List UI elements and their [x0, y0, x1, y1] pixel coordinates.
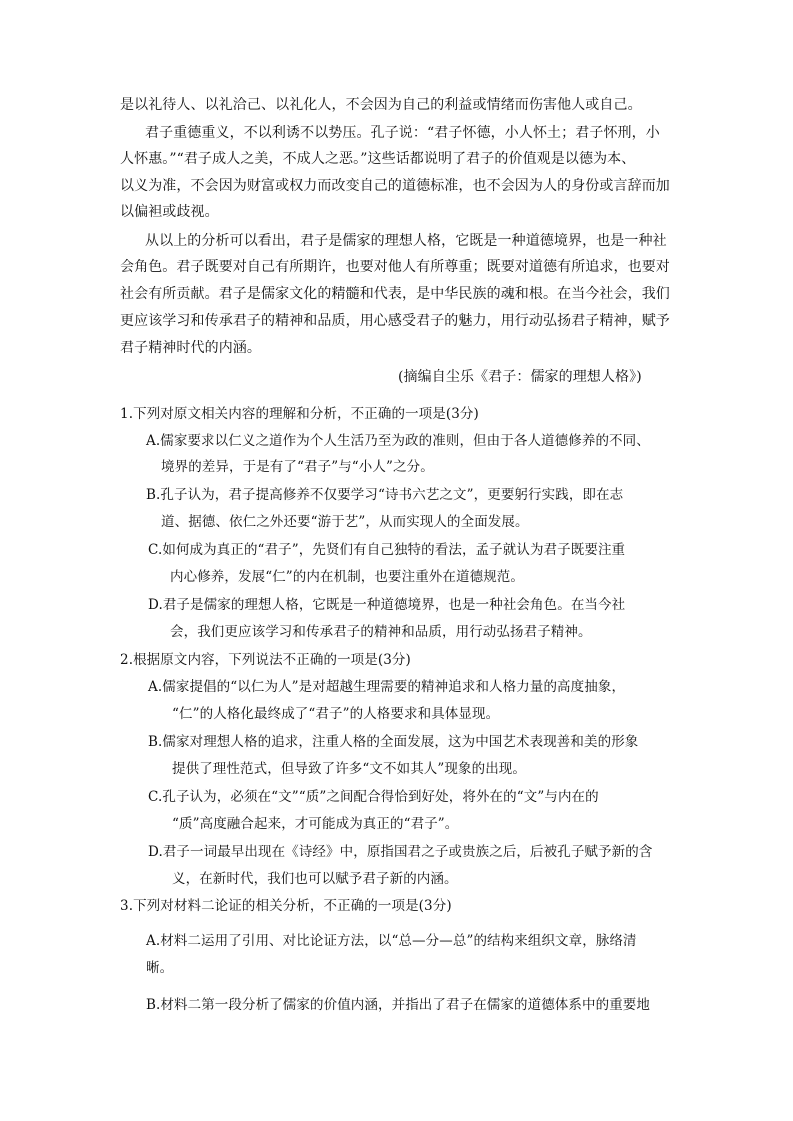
question-stem: 2.根据原文内容，下列说法不正确的一项是(3分): [120, 652, 411, 668]
option-b: B.孔子认为，君子提高修养不仅要学习“诗书六艺之文”，更要躬行实践，即在志: [146, 487, 624, 503]
question-stem: 3.下列对材料二论证的相关分析，不正确的一项是(3分): [120, 898, 452, 914]
article-line: 君子精神时代的内涵。: [120, 340, 261, 356]
option-a: A.儒家提倡的“以仁为人”是对超越生理需要的精神追求和人格力量的高度抽象，: [148, 679, 626, 695]
article-line: 君子重德重义，不以利诱不以势压。孔子说：“君子怀德，小人怀土；君子怀刑，小: [145, 125, 660, 141]
option-b: B.材料二第一段分析了儒家的价值内涵，并指出了君子在儒家的道德体系中的重要地: [146, 997, 651, 1013]
option-a-cont: 晰。: [146, 960, 174, 976]
option-d-cont: 义，在新时代，我们也可以赋予君子新的内涵。: [172, 871, 458, 887]
option-a: A.儒家要求以仁义之道作为个人生活乃至为政的准则，但由于各人道德修养的不同、: [146, 433, 650, 449]
option-a-cont: “仁”的人格化最终成了“君子”的人格要求和具体显现。: [172, 706, 500, 722]
article-line: 以义为准，不会因为财富或权力而改变自己的道德标准，也不会因为人的身份或言辞而加: [120, 178, 670, 194]
option-b: B.儒家对理想人格的追求，注重人格的全面发展，这为中国艺术表现善和美的形象: [148, 734, 639, 750]
option-c-cont: 内心修养，发展“仁”的内在机制，也要注重外在道德规范。: [170, 569, 525, 585]
question-stem: 1.下列对原文相关内容的理解和分析，不正确的一项是(3分): [120, 406, 479, 422]
option-b-cont: 提供了理性范式，但导致了许多“文不如其人”现象的出现。: [172, 761, 527, 777]
article-line: 是以礼待人、以礼洽己、以礼化人，不会因为自己的利益或情绪而伤害他人或自己。: [120, 97, 642, 113]
option-c: C.孔子认为，必须在“文”“质”之间配合得恰到好处，将外在的“文”与内在的: [148, 789, 599, 805]
option-b-cont: 道、据德、依仁之外还要“游于艺”，从而实现人的全面发展。: [161, 514, 529, 530]
option-d-cont: 会，我们更应该学习和传承君子的精神和品质，用行动弘扬君子精神。: [170, 624, 592, 640]
article-source: (摘编自尘乐《君子：儒家的理想人格》): [398, 369, 642, 385]
article-line: 会角色。君子既要对自己有所期许，也要对他人有所尊重；既要对道德有所追求，也要对: [120, 259, 670, 275]
option-a-cont: 境界的差异，于是有了“君子”与“小人”之分。: [161, 459, 434, 475]
option-a: A.材料二运用了引用、对比论证方法，以“总—分—总”的结构来组织文章，脉络清: [146, 933, 637, 949]
option-c: C.如何成为真正的“君子”，先贤们有自己独特的看法，孟子就认为君子既要注重: [148, 542, 626, 558]
option-c-cont: “质”高度融合起来，才可能成为真正的“君子”。: [172, 816, 459, 832]
article-line: 从以上的分析可以看出，君子是儒家的理想人格，它既是一种道德境界，也是一种社: [145, 233, 667, 249]
option-d: D.君子是儒家的理想人格，它既是一种道德境界，也是一种社会角色。在当今社: [148, 597, 626, 613]
article-line: 社会有所贡献。君子是儒家文化的精髓和代表，是中华民族的魂和根。在当今社会，我们: [120, 286, 670, 302]
article-line: 人怀惠。”“君子成人之美，不成人之恶。”这些话都说明了君子的价值观是以德为本、: [120, 151, 636, 167]
article-line: 以偏袒或歧视。: [120, 204, 219, 220]
article-line: 更应该学习和传承君子的精神和品质，用心感受君子的魅力，用行动弘扬君子精神，赋予: [120, 313, 670, 329]
option-d: D.君子一词最早出现在《诗经》中，原指国君之子或贵族之后，后被孔子赋予新的含: [148, 844, 653, 860]
